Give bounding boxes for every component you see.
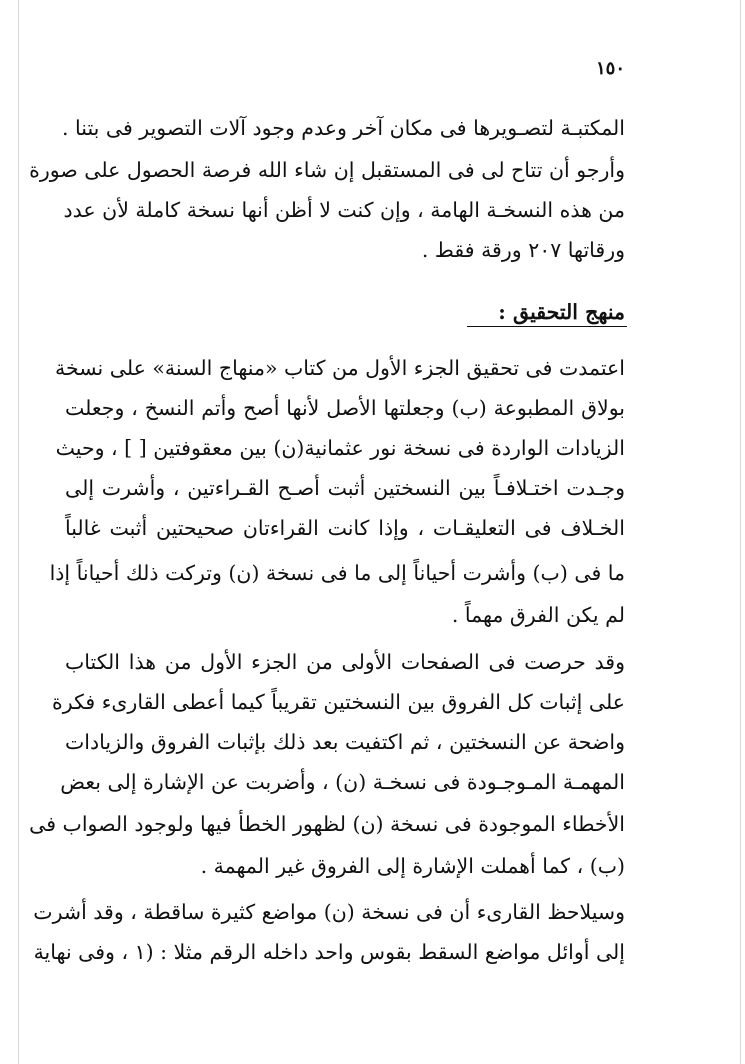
text-line: الأخطاء الموجودة فى نسخة (ن) لظهور الخطأ فيها ولوجود الصواب فى xyxy=(29,812,625,836)
text-line: اعتمدت فى تحقيق الجزء الأول من كتاب «منهاج السنة» على نسخة xyxy=(55,356,625,380)
text-line: المهمـة المـوجـودة فى نسخـة (ن) ، وأضربت عن الإشارة إلى بعض xyxy=(60,770,625,794)
text-line: بولاق المطبوعة (ب) وجعلتها الأصل لأنها أصح وأتم النسخ ، وجعلت xyxy=(65,396,625,420)
text-line: من هذه النسخـة الهامة ، وإن كنت لا أظن أنها نسخة كاملة لأن عدد xyxy=(63,198,625,222)
text-line: على إثبات كل الفروق بين النسختين تقريباً كيما أعطى القارىء فكرة xyxy=(52,690,625,714)
margin-rule-right xyxy=(740,0,741,1064)
text-line: إلى أوائل مواضع السقط بقوس واحد داخله الرقم مثلا : (١ ، وفى نهاية xyxy=(33,940,625,964)
text-line: وأرجو أن تتاح لى فى المستقبل إن شاء الله فرصة الحصول على صورة xyxy=(29,158,625,182)
text-line: وجـدت اختـلافـاً بين النسختين أثبت أصـح القـراءتين ، وأشرت إلى xyxy=(65,476,625,500)
text-line: ما فى (ب) وأشرت أحياناً إلى ما فى نسخة (ن) وتركت ذلك أحياناً إذا xyxy=(49,561,625,585)
margin-rule-left xyxy=(18,0,19,1064)
text-line: ورقاتها ٢٠٧ ورقة فقط . xyxy=(421,238,625,262)
text-line: المكتبـة لتصـويرها فى مكان آخر وعدم وجود آلات التصوير فى بتنا . xyxy=(61,116,625,140)
text-line: وسيلاحظ القارىء أن فى نسخة (ن) مواضع كثيرة ساقطة ، وقد أشرت xyxy=(33,900,625,924)
text-line: الزيادات الواردة فى نسخة نور عثمانية(ن) بين معقوفتين [ ] ، وحيث xyxy=(55,436,625,460)
text-line: واضحة عن النسختين ، ثم اكتفيت بعد ذلك بإثبات الفروق والزيادات xyxy=(65,730,625,754)
text-line: لم يكن الفرق مهماً . xyxy=(451,603,625,627)
text-line: (ب) ، كما أهملت الإشارة إلى الفروق غير المهمة . xyxy=(200,854,625,878)
page-number: ١٥٠ xyxy=(595,58,625,79)
text-line: الخـلاف فى التعليقـات ، وإذا كانت القراءتان صحيحتين أثبت غالباً xyxy=(65,516,625,540)
heading-underline xyxy=(467,326,627,327)
section-heading: منهج التحقيق : xyxy=(498,300,625,324)
text-line: وقد حرصت فى الصفحات الأولى من الجزء الأول من هذا الكتاب xyxy=(65,650,625,674)
